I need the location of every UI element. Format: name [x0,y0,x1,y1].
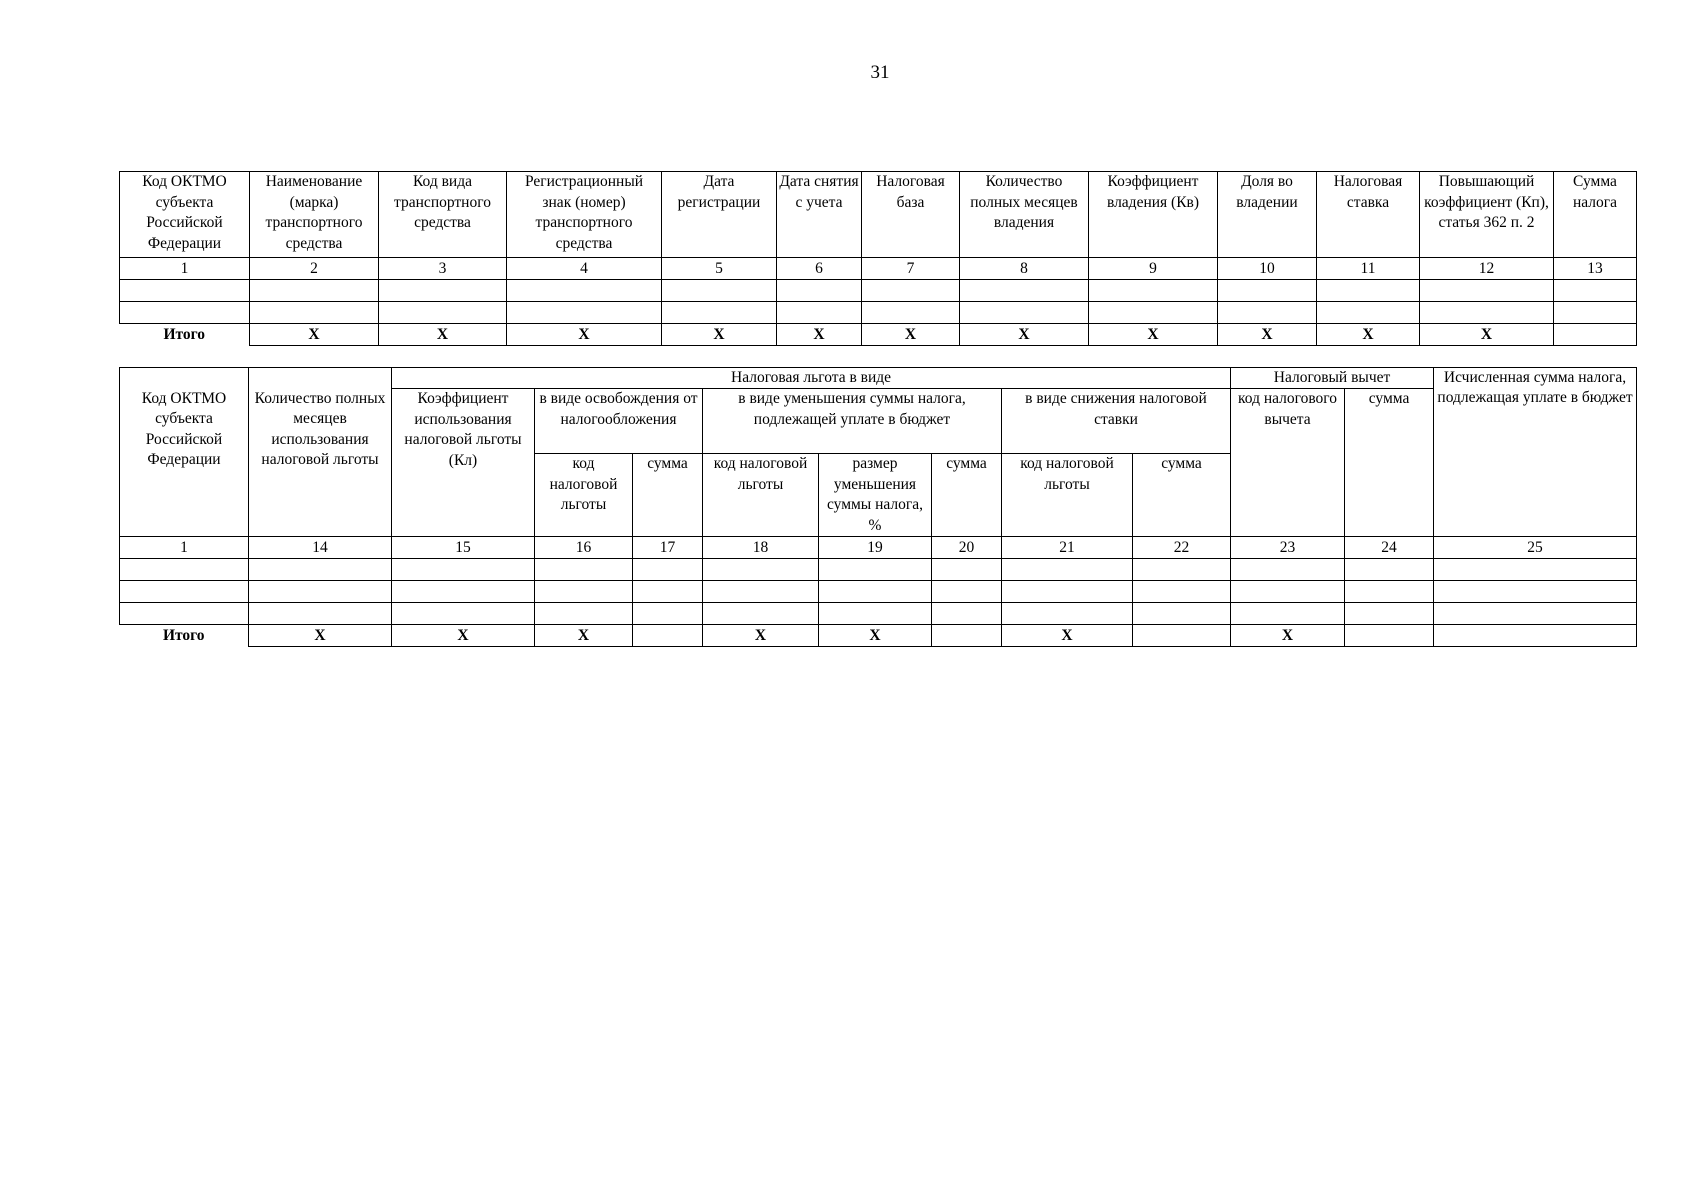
header-benefit-months: Количество полных месяцев использования налоговой льготы [249,389,392,537]
table1-column-numbers [120,258,1637,280]
empty-cell[interactable] [777,280,862,302]
table1-total-row [120,324,1637,346]
empty-cell[interactable] [249,581,392,603]
column-number: 10 [1218,258,1317,280]
total-cell: X [507,324,662,346]
column-number: 23 [1231,537,1345,559]
empty-cell[interactable] [1133,559,1231,581]
empty-cell[interactable] [1420,280,1554,302]
table2-total-row [120,625,1637,647]
empty-cell[interactable] [379,280,507,302]
empty-cell[interactable] [1317,280,1420,302]
empty-cell[interactable] [250,302,379,324]
header-registration-date: Дата регистрации [662,172,777,258]
column-number: 8 [960,258,1089,280]
table2-header-row [120,389,1637,454]
header-deduction-code: код налогового вычета [1231,389,1345,537]
empty-cell[interactable] [1231,559,1345,581]
table-row [120,559,1637,581]
header-increasing-coef: Повышающий коэффициент (Кп), статья 362 п. 2 [1420,172,1554,258]
empty-cell[interactable] [392,581,535,603]
total-cell: X [379,324,507,346]
empty-cell[interactable] [120,280,250,302]
total-cell: X [777,324,862,346]
empty-cell[interactable] [120,581,249,603]
empty-cell[interactable] [535,559,633,581]
header-vehicle-name: Наименование (марка) транспортного средства [250,172,379,258]
column-number: 4 [507,258,662,280]
total-cell[interactable] [932,625,1002,647]
empty-cell[interactable] [1089,302,1218,324]
table-row [120,581,1637,603]
empty-cell[interactable] [1133,581,1231,603]
total-cell: X [392,625,535,647]
total-cell: X [535,625,633,647]
total-cell: X [703,625,819,647]
table-row [120,280,1637,302]
empty-cell[interactable] [1345,581,1434,603]
subheader-exemption-sum: сумма [633,454,703,537]
header-tax-amount: Сумма налога [1554,172,1637,258]
empty-cell[interactable] [1002,559,1133,581]
empty-header [120,368,249,389]
empty-cell[interactable] [819,581,932,603]
total-cell: X [249,625,392,647]
empty-cell[interactable] [633,581,703,603]
column-number: 18 [703,537,819,559]
empty-cell[interactable] [960,280,1089,302]
empty-cell[interactable] [703,581,819,603]
empty-cell[interactable] [932,559,1002,581]
total-label: Итого [120,625,249,647]
total-cell: X [1231,625,1345,647]
empty-cell[interactable] [819,603,932,625]
header-months-owned: Количество полных месяцев владения [960,172,1089,258]
total-cell: X [819,625,932,647]
subheader-rate-code: код налоговой льготы [1002,454,1133,537]
header-ownership-share: Доля во владении [1218,172,1317,258]
total-cell: X [1002,625,1133,647]
total-cell: X [1420,324,1554,346]
header-tax-rate: Налоговая ставка [1317,172,1420,258]
empty-cell[interactable] [777,302,862,324]
empty-cell[interactable] [392,559,535,581]
group-tax-benefit: Налоговая льгота в виде [392,368,1231,389]
empty-cell[interactable] [535,581,633,603]
vehicle-tax-table [119,171,1637,346]
total-cell[interactable] [633,625,703,647]
empty-cell[interactable] [932,603,1002,625]
empty-cell[interactable] [535,603,633,625]
total-cell[interactable] [1345,625,1434,647]
subheader-reduction-sum: сумма [932,454,1002,537]
empty-cell[interactable] [1089,280,1218,302]
header-deduction-sum: сумма [1345,389,1434,537]
column-number: 5 [662,258,777,280]
empty-cell[interactable] [120,559,249,581]
empty-cell[interactable] [662,302,777,324]
empty-cell[interactable] [379,302,507,324]
total-cell: X [1089,324,1218,346]
column-number: 22 [1133,537,1231,559]
empty-cell[interactable] [862,302,960,324]
column-number: 9 [1089,258,1218,280]
total-cell[interactable] [1133,625,1231,647]
header-oktmo: Код ОКТМО субъекта Российской Федерации [120,389,249,537]
empty-cell[interactable] [662,280,777,302]
column-number: 12 [1420,258,1554,280]
empty-cell[interactable] [1345,603,1434,625]
header-rate-reduction: в виде снижения налоговой ставки [1002,389,1231,454]
tax-benefit-table [119,367,1637,647]
empty-cell[interactable] [1554,302,1637,324]
empty-cell[interactable] [1133,603,1231,625]
empty-cell[interactable] [1345,559,1434,581]
empty-cell[interactable] [703,559,819,581]
empty-cell[interactable] [1218,302,1317,324]
header-oktmo: Код ОКТМО субъекта Российской Федерации [120,172,250,258]
empty-header [249,368,392,389]
empty-cell[interactable] [120,302,250,324]
empty-cell[interactable] [507,280,662,302]
empty-cell[interactable] [1002,603,1133,625]
total-cell: X [250,324,379,346]
empty-cell[interactable] [249,559,392,581]
header-exemption: в виде освобождения от налогообложения [535,389,703,454]
empty-cell[interactable] [1434,581,1637,603]
column-number: 13 [1554,258,1637,280]
column-number: 3 [379,258,507,280]
page-number: 31 [870,62,890,83]
table-row [120,603,1637,625]
subheader-exemption-code: код налоговой льготы [535,454,633,537]
total-cell[interactable] [1434,625,1637,647]
column-number: 2 [250,258,379,280]
total-cell: X [862,324,960,346]
empty-cell[interactable] [392,603,535,625]
table2-group-header-row [120,368,1637,389]
empty-cell[interactable] [1420,302,1554,324]
table1-header-row [120,172,1637,258]
total-label: Итого [120,324,250,346]
header-reduction: в виде уменьшения суммы налога, подлежащей уплате в бюджет [703,389,1002,454]
header-calculated-tax: Исчисленная сумма налога, подлежащая уплате в бюджет [1434,368,1637,537]
empty-cell[interactable] [1434,559,1637,581]
empty-cell[interactable] [507,302,662,324]
total-cell: X [960,324,1089,346]
column-number: 21 [1002,537,1133,559]
empty-cell[interactable] [250,280,379,302]
empty-cell[interactable] [1002,581,1133,603]
column-number: 1 [120,537,249,559]
empty-cell[interactable] [703,603,819,625]
subheader-reduction-size: размер уменьшения суммы налога, % [819,454,932,537]
total-cell: X [1317,324,1420,346]
header-benefit-coef: Коэффициент использования налоговой льготы (Кл) [392,389,535,537]
empty-cell[interactable] [1231,603,1345,625]
header-registration-number: Регистрационный знак (номер) транспортного средства [507,172,662,258]
column-number: 24 [1345,537,1434,559]
column-number: 16 [535,537,633,559]
header-vehicle-type-code: Код вида транспортного средства [379,172,507,258]
column-number: 19 [819,537,932,559]
table-row [120,302,1637,324]
empty-cell[interactable] [1434,603,1637,625]
total-cell: X [662,324,777,346]
empty-cell[interactable] [1554,280,1637,302]
column-number: 20 [932,537,1002,559]
empty-cell[interactable] [1218,280,1317,302]
total-cell[interactable] [1554,324,1637,346]
empty-cell[interactable] [633,559,703,581]
empty-cell[interactable] [960,302,1089,324]
empty-cell[interactable] [862,280,960,302]
column-number: 11 [1317,258,1420,280]
group-tax-deduction: Налоговый вычет [1231,368,1434,389]
header-ownership-coef: Коэффициент владения (Кв) [1089,172,1218,258]
column-number: 15 [392,537,535,559]
subheader-rate-sum: сумма [1133,454,1231,537]
column-number: 14 [249,537,392,559]
column-number: 6 [777,258,862,280]
empty-cell[interactable] [120,603,249,625]
empty-cell[interactable] [1317,302,1420,324]
empty-cell[interactable] [932,581,1002,603]
subheader-reduction-code: код налоговой льготы [703,454,819,537]
column-number: 17 [633,537,703,559]
empty-cell[interactable] [633,603,703,625]
column-number: 25 [1434,537,1637,559]
column-number: 7 [862,258,960,280]
empty-cell[interactable] [1231,581,1345,603]
header-tax-base: Налоговая база [862,172,960,258]
header-deregistration-date: Дата снятия с учета [777,172,862,258]
column-number: 1 [120,258,250,280]
table2-column-numbers [120,537,1637,559]
total-cell: X [1218,324,1317,346]
empty-cell[interactable] [819,559,932,581]
empty-cell[interactable] [249,603,392,625]
